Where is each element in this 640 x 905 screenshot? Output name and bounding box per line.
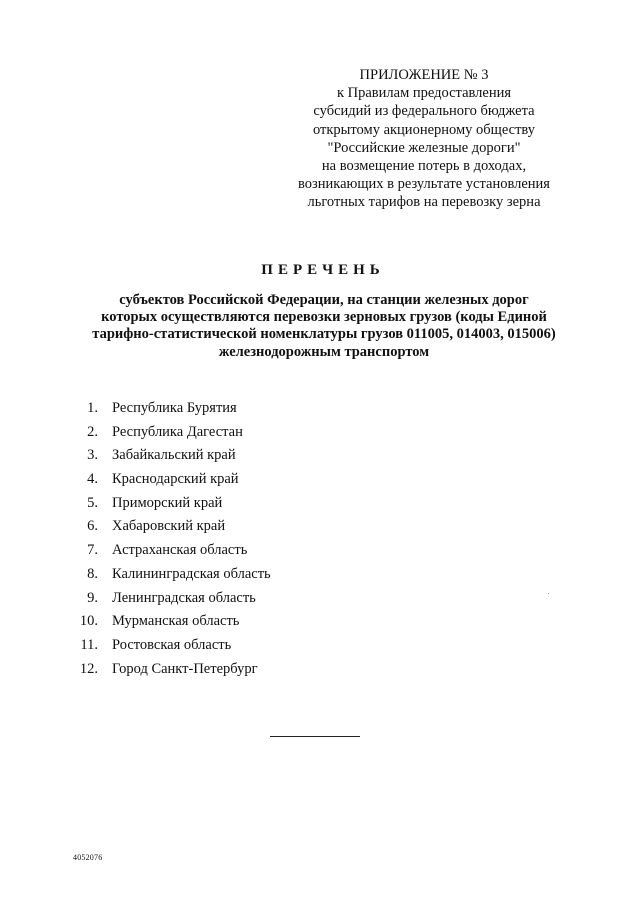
item-number: 7. (87, 542, 98, 559)
region-name: Приморский край (112, 494, 223, 511)
item-number: 5. (87, 494, 98, 511)
end-divider (270, 736, 360, 737)
document-title: ПЕРЕЧЕНЬ (261, 262, 385, 278)
item-number: 9. (87, 589, 98, 606)
item-number: 2. (87, 423, 98, 440)
document-subtitle (86, 292, 562, 361)
scan-speck (548, 593, 549, 594)
item-number: 4. (87, 471, 98, 488)
subtitle-line: субъектов Российской Федерации, на станции железных дорог (119, 292, 529, 308)
appendix-header (290, 66, 558, 212)
list-item (70, 469, 271, 493)
region-name: Астраханская область (112, 542, 248, 559)
region-name: Город Санкт-Петербург (112, 660, 258, 677)
region-name: Республика Бурятия (112, 400, 237, 416)
appendix-line: ПРИЛОЖЕНИЕ № 3 (359, 67, 489, 83)
item-number: 8. (87, 565, 98, 582)
region-name: Ростовская область (112, 636, 232, 653)
appendix-line: на возмещение потерь в доходах, (321, 158, 527, 175)
list-item (70, 493, 271, 517)
regions-list (70, 398, 271, 682)
subtitle-line: тарифно-статистической номенклатуры грузов 011005, 014003, 015006) (92, 326, 556, 343)
document-code: 4052076 (73, 853, 103, 862)
list-item (70, 635, 271, 659)
list-item (70, 588, 271, 612)
region-name: Мурманская область (112, 613, 240, 630)
item-number: 10. (79, 613, 98, 630)
list-item (70, 540, 271, 564)
list-item (70, 445, 271, 469)
appendix-line: к Правилам предоставления (336, 85, 512, 102)
list-item (70, 611, 271, 635)
region-name: Хабаровский край (112, 518, 226, 535)
appendix-line: субсидий из федерального бюджета (313, 103, 535, 120)
list-item (70, 422, 271, 446)
appendix-line: льготных тарифов на перевозку зерна (307, 194, 541, 211)
region-name: Калининградская область (112, 565, 271, 582)
item-number: 3. (87, 447, 98, 464)
region-name: Забайкальский край (112, 447, 236, 464)
item-number: 11. (80, 636, 98, 653)
subtitle-line: которых осуществляются перевозки зерновых грузов (коды Единой (101, 309, 547, 326)
region-name: Республика Дагестан (112, 423, 243, 440)
item-number: 6. (87, 518, 98, 535)
region-name: Ленинградская область (112, 589, 256, 606)
subtitle-line: железнодорожным транспортом (218, 343, 430, 360)
appendix-line: возникающих в результате установления (298, 176, 550, 193)
appendix-line: открытому акционерному обществу (312, 121, 536, 138)
appendix-line: "Российские железные дороги" (327, 139, 521, 156)
list-item (70, 564, 271, 588)
list-item (70, 398, 271, 422)
list-item (70, 659, 271, 683)
item-number: 1. (87, 400, 98, 416)
item-number: 12. (79, 660, 98, 677)
list-item (70, 516, 271, 540)
region-name: Краснодарский край (112, 471, 239, 488)
